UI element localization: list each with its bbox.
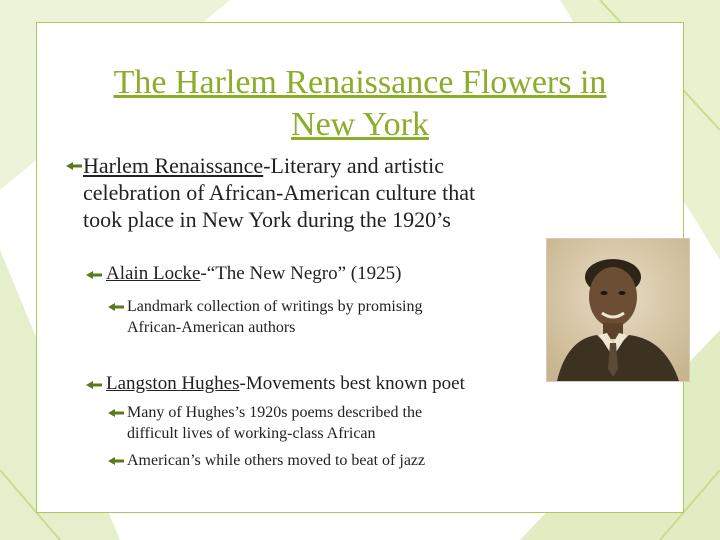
term-alain-locke: Alain Locke (106, 263, 201, 284)
bullet-text: -Literary and artistic (263, 153, 445, 178)
locke-sub-line-2: African-American authors (127, 319, 296, 336)
term-harlem-renaissance: Harlem Renaissance (83, 153, 264, 178)
sub-bullet-hughes-1 (108, 402, 528, 444)
hughes-sub1-line-1: Many of Hughes’s 1920s poems described the (127, 404, 423, 421)
locke-text: -“The New Negro” (1925) (200, 263, 402, 284)
ribbon-arrow-bullet-icon (66, 161, 82, 171)
slide-title (60, 62, 660, 146)
ribbon-arrow-bullet-icon (86, 270, 102, 280)
title-line-2: New York (291, 106, 429, 143)
bullet-continuation-1: celebration of African-American culture that (83, 180, 476, 205)
title-line-1: The Harlem Renaissance Flowers in (113, 64, 607, 101)
sub-bullet-locke (108, 296, 528, 338)
portrait-photo (546, 238, 690, 382)
ribbon-arrow-bullet-icon (108, 408, 124, 418)
bullet-harlem-renaissance (66, 152, 536, 233)
hughes-text: -Movements best known poet (239, 373, 465, 394)
term-langston-hughes: Langston Hughes (106, 373, 240, 394)
bullet-alain-locke (86, 262, 546, 286)
locke-sub-line-1: Landmark collection of writings by promising (127, 298, 423, 315)
bullet-langston-hughes (86, 372, 546, 396)
hughes-sub1-line-2: difficult lives of working-class African (127, 425, 376, 442)
ribbon-arrow-bullet-icon (86, 380, 102, 390)
bullet-continuation-2: took place in New York during the 1920’s (83, 207, 451, 232)
hughes-sub2-line-1: American’s while others moved to beat of jazz (127, 452, 426, 469)
ribbon-arrow-bullet-icon (108, 456, 124, 466)
ribbon-arrow-bullet-icon (108, 302, 124, 312)
sub-bullet-hughes-2 (108, 450, 528, 471)
